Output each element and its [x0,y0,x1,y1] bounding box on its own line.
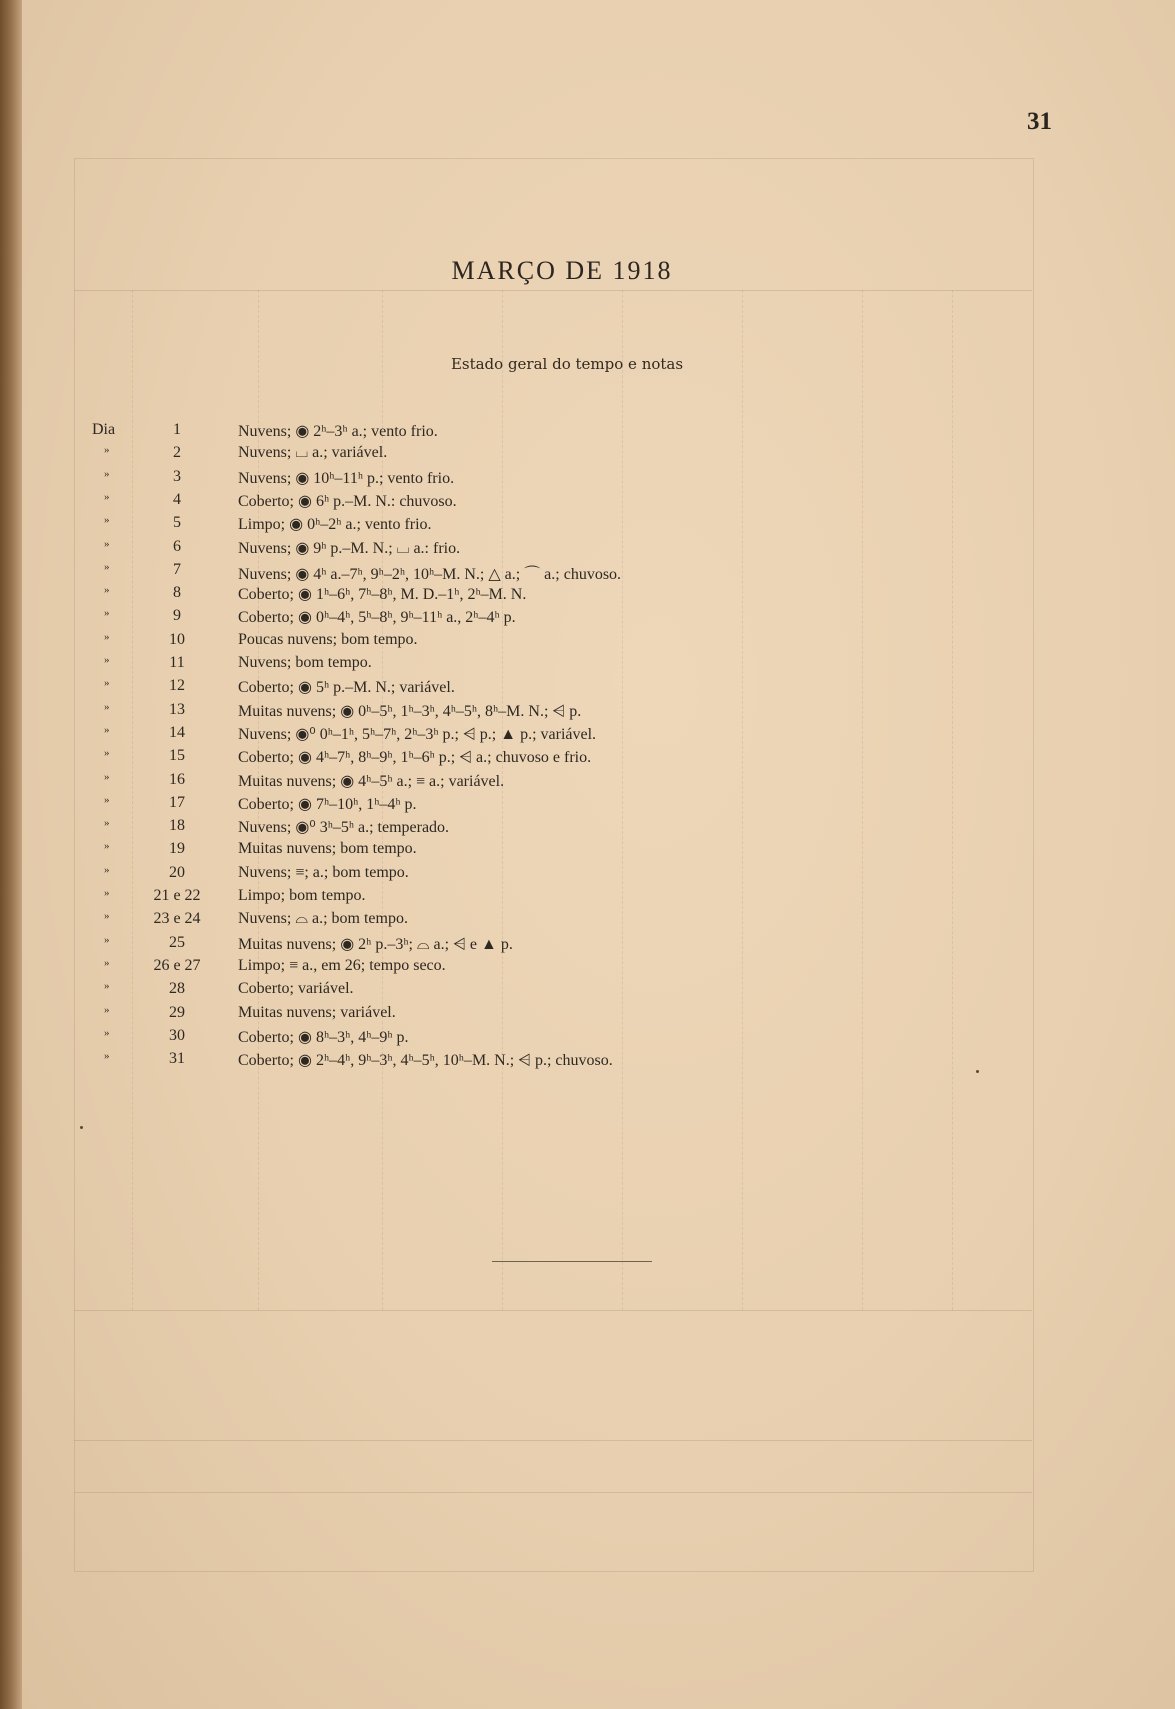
ditto-mark: » [104,677,110,690]
ditto-mark: » [104,1003,110,1016]
table-row [22,444,1122,466]
bleed-through-rule [74,290,1032,291]
day-number: 3 [173,467,181,485]
day-number: 13 [169,700,185,718]
ditto-mark: » [104,840,110,853]
weather-note: Muitas nuvens; ◉ 0ʰ–5ʰ, 1ʰ–3ʰ, 4ʰ–5ʰ, 8ʰ–M. N.; ⩤ p. [238,702,582,720]
weather-note: Coberto; variável. [238,980,354,998]
ditto-mark: » [104,700,110,713]
ditto-mark: » [104,747,110,760]
ditto-mark: » [104,537,110,550]
ditto-mark: » [104,933,110,946]
table-row [22,421,1122,443]
ditto-mark: » [104,817,110,830]
ditto-mark: » [104,514,110,527]
table-row [22,538,1122,560]
table-row [22,654,1122,676]
weather-note: Coberto; ◉ 6ʰ p.–M. N.: chuvoso. [238,492,457,510]
day-number: 18 [169,817,185,835]
weather-note: Nuvens; ⌓ a.; bom tempo. [238,910,408,928]
day-number: 19 [169,840,185,858]
weather-note: Coberto; ◉ 4ʰ–7ʰ, 8ʰ–9ʰ, 1ʰ–6ʰ p.; ⩤ a.; chuvoso e frio. [238,749,592,767]
table-row [22,910,1122,932]
ditto-mark: » [104,887,110,899]
table-row [22,934,1122,956]
weather-note: Nuvens; ◉ 4ʰ a.–7ʰ, 9ʰ–2ʰ, 10ʰ–M. N.; △ a.; ⌒ a.; chuvoso. [238,565,622,583]
ditto-mark: » [104,956,110,969]
table-row [22,887,1122,909]
weather-note: Muitas nuvens; ◉ 4ʰ–5ʰ a.; ≡ a.; variável. [238,772,505,790]
page-title: MARÇO DE 1918 [451,256,673,285]
table-row [22,980,1122,1002]
day-number: 10 [169,630,185,648]
table-row [22,747,1122,769]
day-number: 11 [169,654,185,671]
weather-note: Muitas nuvens; variável. [238,1003,396,1021]
weather-note: Coberto; ◉ 7ʰ–10ʰ, 1ʰ–4ʰ p. [238,795,417,813]
weather-note: Nuvens; bom tempo. [238,654,372,671]
weather-note: Poucas nuvens; bom tempo. [238,630,418,648]
section-subtitle: Estado geral do tempo e notas [450,355,684,373]
day-number: 5 [173,514,181,532]
day-number: 1 [173,421,181,438]
day-number: 15 [169,747,185,765]
ditto-mark: » [104,654,110,666]
bleed-through-rule [74,1492,1032,1493]
weather-note: Nuvens; ◉⁰ 3ʰ–5ʰ a.; temperado. [238,819,450,837]
table-row [22,561,1122,583]
day-number: 25 [169,933,185,951]
book-spine-edge [0,0,22,1709]
day-number: 8 [173,584,181,602]
ditto-mark: » [104,467,110,480]
weather-note: Nuvens; ◉⁰ 0ʰ–1ʰ, 5ʰ–7ʰ, 2ʰ–3ʰ p.; ⩤ p.; ▲ p.; variável. [238,725,597,743]
table-row [22,1004,1122,1026]
weather-note: Nuvens; ◉ 9ʰ p.–M. N.; ⌴ a.: frio. [238,539,461,557]
ditto-mark: » [104,770,110,783]
ditto-mark: » [104,980,110,993]
bleed-through-rule [74,1440,1032,1441]
weather-note: Nuvens; ◉ 2ʰ–3ʰ a.; vento frio. [238,423,438,440]
table-row [22,1050,1122,1072]
weather-note: Coberto; ◉ 5ʰ p.–M. N.; variável. [238,679,455,697]
ditto-mark: » [104,607,110,620]
table-row [22,957,1122,979]
table-row [22,491,1122,513]
table-row [22,794,1122,816]
ditto-mark: » [104,1026,110,1039]
day-number: 4 [173,490,181,508]
table-row [22,840,1122,862]
bleed-through-rule [74,1310,1032,1311]
table-row [22,1027,1122,1049]
weather-note: Coberto; ◉ 2ʰ–4ʰ, 9ʰ–3ʰ, 4ʰ–5ʰ, 10ʰ–M. N.; ⩤ p.; chuvoso. [238,1052,613,1070]
day-column-label: Dia [92,421,116,438]
document-page [22,0,1175,1709]
day-number: 26 e 27 [153,956,201,974]
day-number: 17 [169,793,185,811]
table-row [22,817,1122,839]
ditto-mark: » [104,490,110,503]
table-row [22,584,1122,606]
table-row [22,864,1122,886]
ink-speck [80,1126,83,1129]
day-number: 29 [169,1003,185,1021]
table-row [22,771,1122,793]
ditto-mark: » [104,560,110,573]
table-row [22,631,1122,653]
ditto-mark: » [104,584,110,597]
day-number: 30 [169,1026,185,1044]
page-number: 31 [1027,108,1052,135]
day-number: 23 e 24 [153,910,201,928]
table-row [22,468,1122,490]
table-row [22,514,1122,536]
table-row [22,701,1122,723]
table-row [22,607,1122,629]
weather-note: Nuvens; ◉ 10ʰ–11ʰ p.; vento frio. [238,469,455,487]
weather-note: Limpo; ◉ 0ʰ–2ʰ a.; vento frio. [238,516,432,534]
day-number: 28 [169,980,185,998]
day-number: 20 [169,863,185,881]
day-number: 6 [173,537,181,555]
weather-note: Coberto; ◉ 1ʰ–6ʰ, 7ʰ–8ʰ, M. D.–1ʰ, 2ʰ–M. N. [238,586,527,604]
ditto-mark: » [104,723,110,736]
weather-note: Coberto; ◉ 0ʰ–4ʰ, 5ʰ–8ʰ, 9ʰ–11ʰ a., 2ʰ–4ʰ p. [238,609,516,627]
ditto-mark: » [104,1050,110,1063]
day-number: 21 e 22 [153,887,201,904]
ditto-mark: » [104,863,110,876]
closing-rule [492,1261,652,1262]
ditto-mark: » [104,444,110,457]
day-number: 16 [169,770,185,788]
weather-note: Muitas nuvens; bom tempo. [238,840,417,858]
ditto-mark: » [104,630,110,643]
day-number: 2 [173,444,181,462]
weather-note: Nuvens; ⌴ a.; variável. [238,444,388,462]
day-number: 7 [173,560,181,578]
day-number: 31 [169,1050,185,1068]
weather-note: Coberto; ◉ 8ʰ–3ʰ, 4ʰ–9ʰ p. [238,1028,409,1046]
weather-note: Nuvens; ≡; a.; bom tempo. [238,863,409,881]
weather-note: Limpo; ≡ a., em 26; tempo seco. [238,956,446,974]
ditto-mark: » [104,910,110,923]
day-number: 9 [173,607,181,625]
day-number: 14 [169,723,185,741]
weather-note: Limpo; bom tempo. [238,887,366,904]
table-row [22,724,1122,746]
weather-note: Muitas nuvens; ◉ 2ʰ p.–3ʰ; ⌓ a.; ⩤ e ▲ p. [238,935,513,953]
ditto-mark: » [104,793,110,806]
table-row [22,677,1122,699]
day-number: 12 [169,677,185,695]
ink-speck [976,1070,979,1073]
